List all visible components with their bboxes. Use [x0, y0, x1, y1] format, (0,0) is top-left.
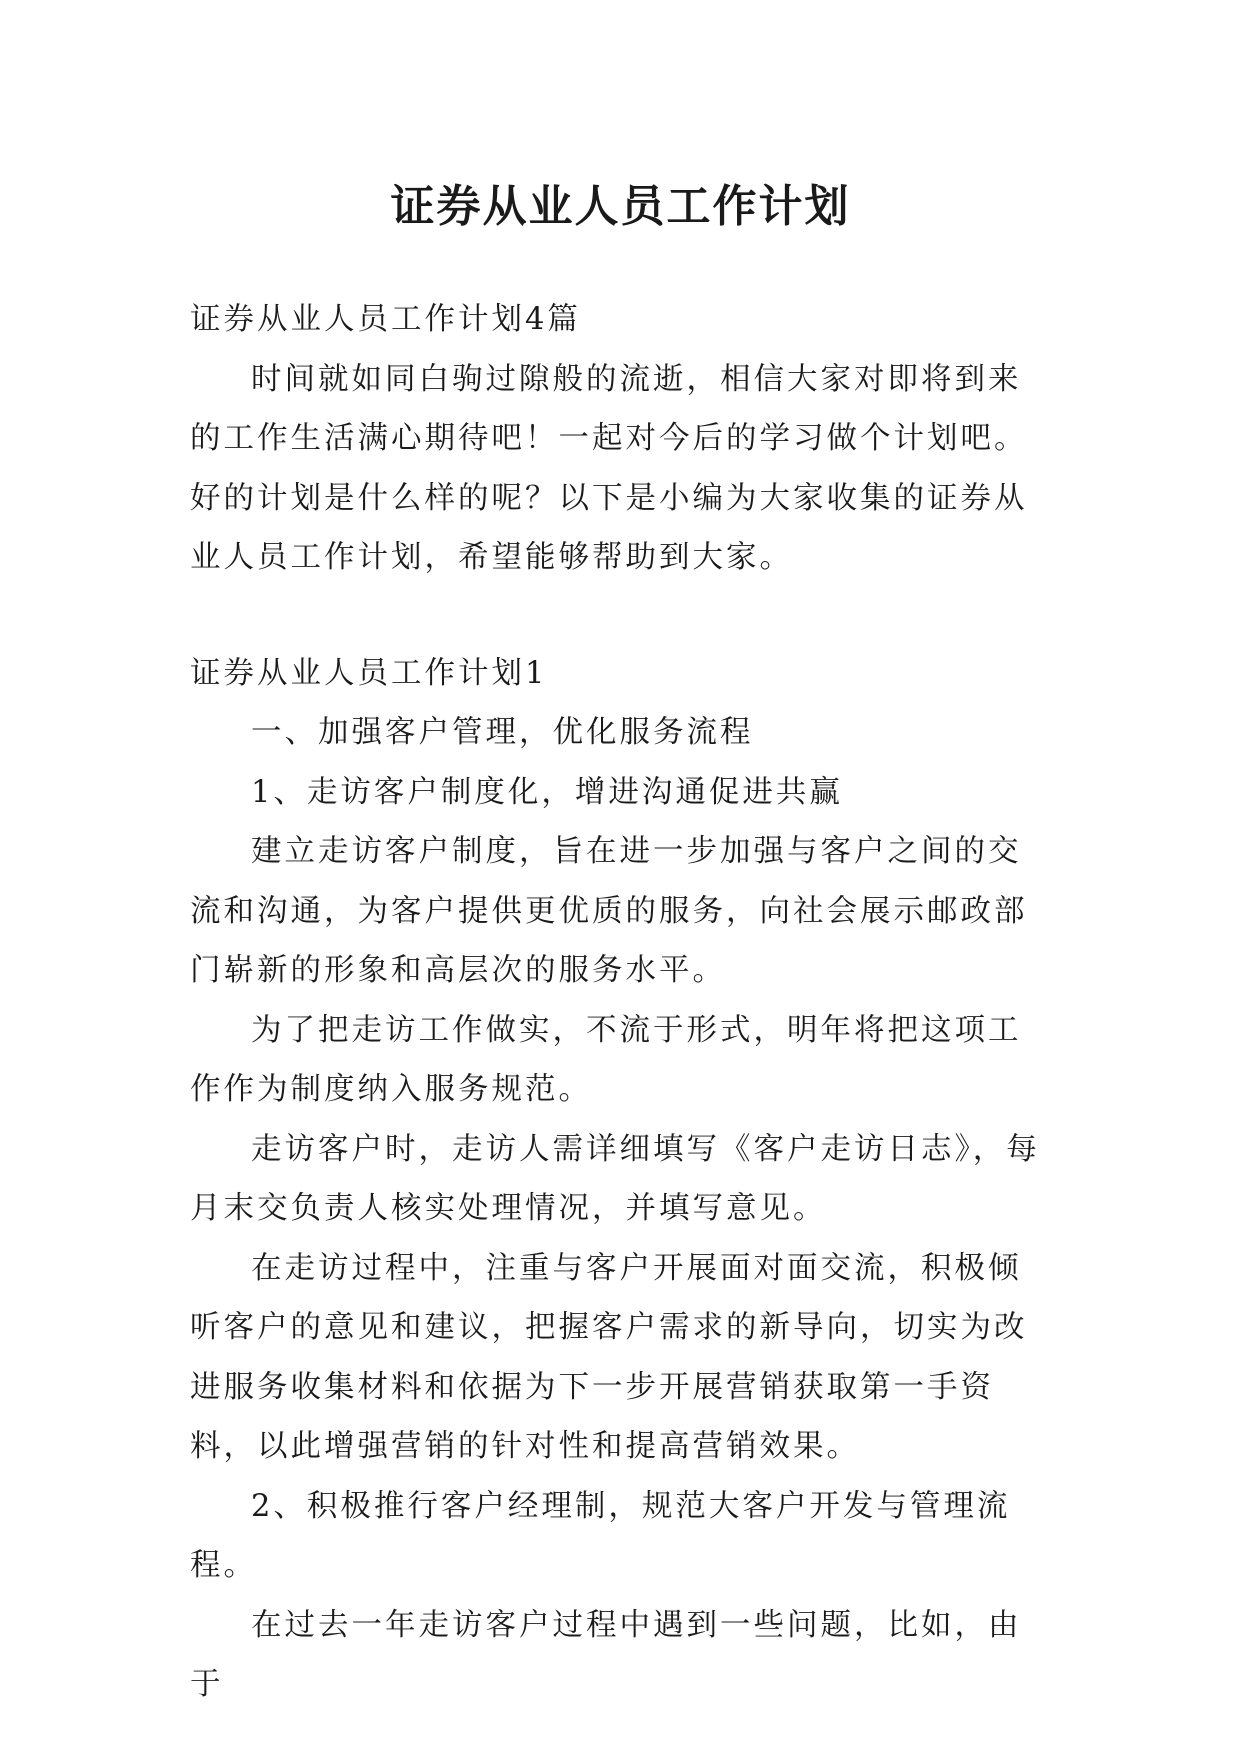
- document-subtitle: 证券从业人员工作计划4篇: [190, 302, 581, 337]
- body-paragraph: 建立走访客户制度，旨在进一步加强与客户之间的交流和沟通，为客户提供更优质的服务，向社会展示邮政部门崭新的形象和高层次的服务水平。: [190, 834, 1028, 988]
- body-paragraph: 在过去一年走访客户过程中遇到一些问题，比如，由于: [190, 1607, 1022, 1702]
- body-paragraph: 走访客户时，走访人需详细填写《客户走访日志》，每月末交负责人核实处理情况，并填写意见。: [190, 1131, 1040, 1226]
- section-spacer: [190, 588, 1050, 644]
- part-heading: 一、加强客户管理，优化服务流程: [251, 715, 754, 750]
- body-paragraph: 在走访过程中，注重与客户开展面对面交流，积极倾听客户的意见和建议，把握客户需求的新导向，切实为改进服务收集材料和依据为下一步开展营销获取第一手资料，以此增强营销的针对性和提高营销效果。: [190, 1250, 1028, 1464]
- item-heading: 1、走访客户制度化，增进沟通促进共赢: [251, 774, 843, 810]
- section-heading: 证券从业人员工作计划1: [190, 655, 548, 691]
- item-heading: 2、积极推行客户经理制，规范大客户开发与管理流程。: [190, 1488, 1011, 1583]
- document-title: 证券从业人员工作计划: [390, 181, 851, 233]
- document-body: [190, 290, 1050, 1715]
- intro-paragraph: 时间就如同白驹过隙般的流逝，相信大家对即将到来的工作生活满心期待吧！一起对今后的学习做个计划吧。好的计划是什么样的呢？以下是小编为大家收集的证券从业人员工作计划，希望能够帮助到大家。: [190, 361, 1028, 575]
- body-paragraph: 为了把走访工作做实，不流于形式，明年将把这项工作作为制度纳入服务规范。: [190, 1012, 1022, 1107]
